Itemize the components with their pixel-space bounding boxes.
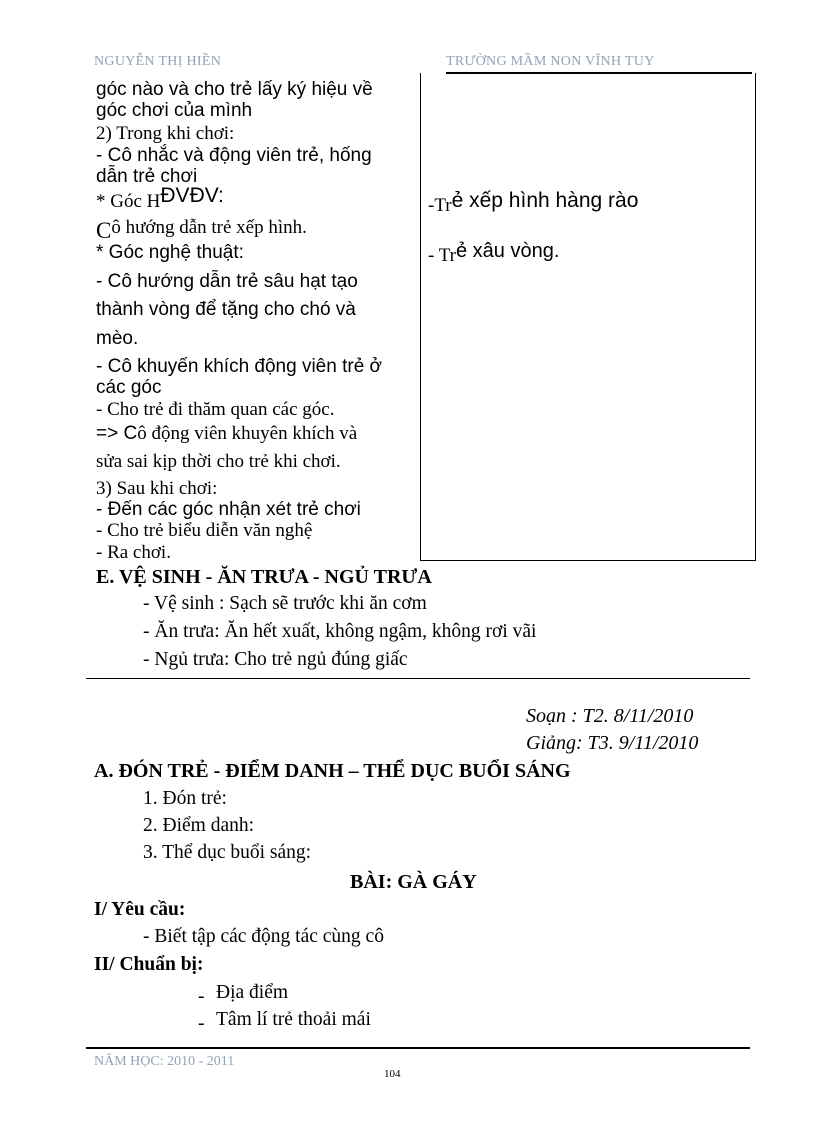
section-a-item-2: 2. Điểm danh: xyxy=(143,815,255,836)
left-line-10: thành vòng để tặng cho chó và xyxy=(96,299,356,320)
left-line-2: góc chơi của mình xyxy=(96,100,253,121)
right-line-2b: ẻ xâu vòng. xyxy=(456,240,560,262)
section-e-title: E. VỆ SINH - ĂN TRƯA - NGỦ TRƯA xyxy=(96,566,432,588)
left-line-18: - Đến các góc nhận xét trẻ chơi xyxy=(96,499,361,520)
left-line-14: - Cho trẻ đi thăm quan các góc. xyxy=(96,399,335,420)
left-line-6b: ĐVĐV: xyxy=(160,184,224,207)
left-line-16: sửa sai kịp thời cho trẻ khi chơi. xyxy=(96,451,341,472)
preparation-item-1 xyxy=(198,982,289,1007)
right-line-2 xyxy=(428,240,560,266)
left-line-8: * Góc nghệ thuật: xyxy=(96,242,244,263)
right-line-1b: ẻ xếp hình hàng rào xyxy=(451,189,639,212)
bullet-dash: - xyxy=(198,986,205,1007)
left-line-7 xyxy=(96,216,307,243)
footer-divider xyxy=(86,1047,750,1049)
bullet-dash: - xyxy=(198,1013,205,1034)
left-line-11: mèo. xyxy=(96,328,139,349)
header-author: NGUYỄN THỊ HIỀN xyxy=(94,54,222,69)
left-line-15a: => C xyxy=(96,423,138,444)
section-a-title: A. ĐÓN TRẺ - ĐIỂM DANH – THỂ DỤC BUỔI SÁNG xyxy=(94,760,571,782)
left-line-7a: C xyxy=(96,218,112,243)
left-line-20: - Ra chơi. xyxy=(96,542,171,563)
page-number: 104 xyxy=(384,1068,401,1080)
section-divider xyxy=(86,678,750,679)
prepared-date: Soạn : T2. 8/11/2010 xyxy=(526,705,694,727)
teaching-date: Giảng: T3. 9/11/2010 xyxy=(526,732,699,754)
right-line-2a: - Tr xyxy=(428,245,456,266)
left-line-7b: ô hướng dẫn trẻ xếp hình. xyxy=(111,217,307,238)
footer-school-year: NĂM HỌC: 2010 - 2011 xyxy=(94,1054,235,1069)
section-a-item-1: 1. Đón trẻ: xyxy=(143,788,227,809)
left-line-5: dẫn trẻ chơi xyxy=(96,166,198,187)
requirements-item-1: - Biết tập các động tác cùng cô xyxy=(143,926,384,947)
left-line-6 xyxy=(96,184,224,212)
requirements-title: I/ Yêu cầu: xyxy=(94,899,186,920)
section-e-item-1: - Vệ sinh : Sạch sẽ trước khi ăn cơm xyxy=(143,593,427,614)
left-line-15 xyxy=(96,424,357,444)
left-line-4: - Cô nhắc và động viên trẻ, hống xyxy=(96,145,372,166)
left-line-17: 3) Sau khi chơi: xyxy=(96,478,218,499)
left-line-13: các góc xyxy=(96,377,162,398)
right-line-1a: -Tr xyxy=(428,195,452,216)
left-line-3: 2) Trong khi chơi: xyxy=(96,123,235,144)
section-e-item-3: - Ngủ trưa: Cho trẻ ngủ đúng giấc xyxy=(143,649,408,670)
left-line-19: - Cho trẻ biểu diễn văn nghệ xyxy=(96,520,313,541)
left-line-12: - Cô khuyến khích động viên trẻ ở xyxy=(96,356,383,377)
header-school: TRƯỜNG MẦM NON VĨNH TUY xyxy=(446,54,655,69)
left-line-9: - Cô hướng dẫn trẻ sâu hạt tạo xyxy=(96,271,358,292)
right-line-1 xyxy=(428,189,639,216)
preparation-item-1-text: Địa điểm xyxy=(216,982,289,1003)
preparation-item-2-text: Tâm lí trẻ thoải mái xyxy=(216,1009,371,1030)
lesson-title: BÀI: GÀ GÁY xyxy=(350,871,477,893)
left-line-1: góc nào và cho trẻ lấy ký hiệu về xyxy=(96,79,373,100)
preparation-item-2 xyxy=(198,1009,371,1034)
section-e-item-2: - Ăn trưa: Ăn hết xuất, không ngậm, không rơi vãi xyxy=(143,621,537,642)
left-line-15b: ô động viên khuyên khích và xyxy=(137,423,358,444)
activity-table-border xyxy=(420,73,756,561)
left-line-6a: * Góc H xyxy=(96,191,161,212)
preparation-title: II/ Chuẩn bị: xyxy=(94,954,204,975)
section-a-item-3: 3. Thể dục buổi sáng: xyxy=(143,842,312,863)
